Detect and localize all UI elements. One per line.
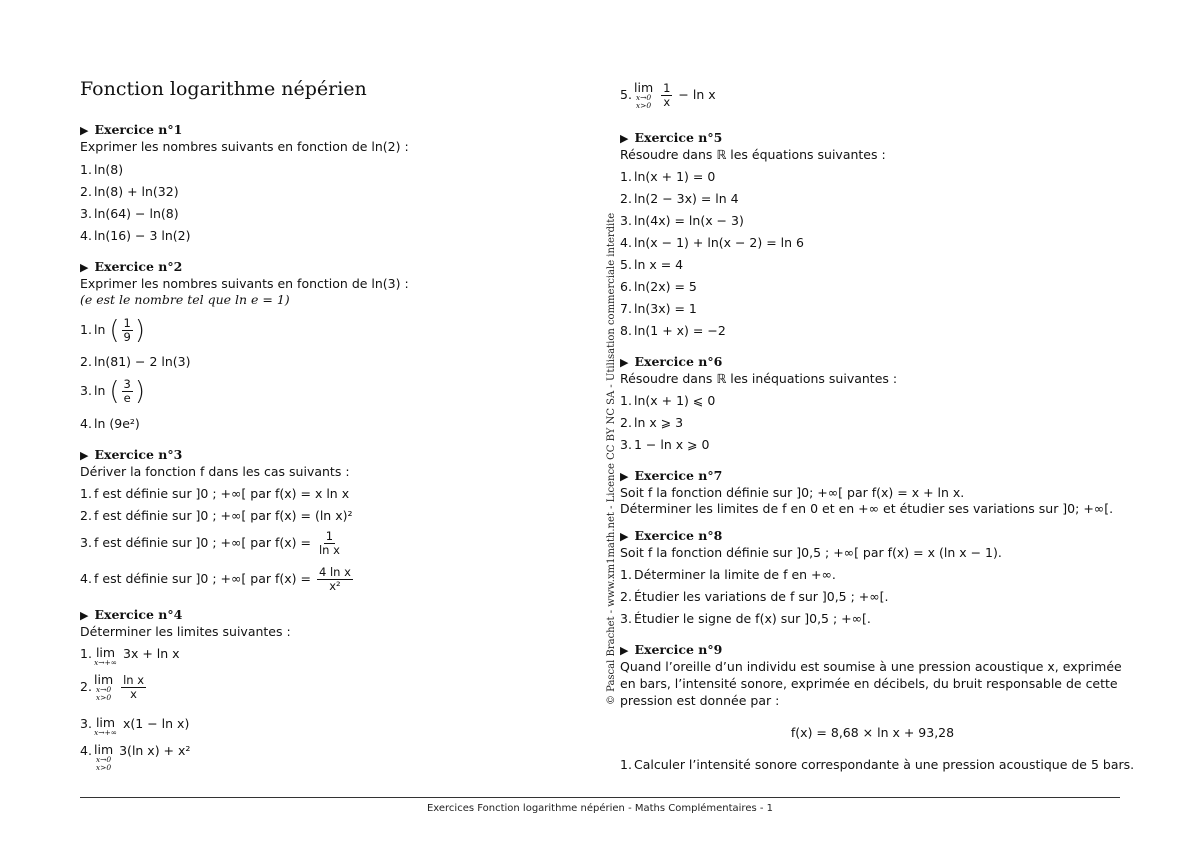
list-item: 2. ln(2 − 3x) = ln 4 [620, 191, 739, 206]
exercise-2-prompt: Exprimer les nombres suivants en fonction de ln(3) : [80, 276, 409, 291]
list-item: 1. Calculer l’intensité sonore correspondante à une pression acoustique de 5 bars. [620, 757, 1135, 772]
list-item: 3. ln(4x) = ln(x − 3) [620, 213, 744, 228]
footer-rule [80, 797, 1120, 798]
exercise-4-prompt: Déterminer les limites suivantes : [80, 624, 291, 639]
list-item: 4. ln(x − 1) + ln(x − 2) = ln 6 [620, 235, 805, 250]
exercise-5-prompt: Résoudre dans ℝ les équations suivantes : [620, 147, 886, 162]
list-item: 3. ln ( $\frac{3}{e}$ ) [80, 376, 146, 407]
list-item: 4. ln(16) − 3 ln(2) [80, 228, 191, 243]
list-item: 5. ln x = 4 [620, 257, 684, 272]
exercise-2-heading: ▶ Exercice n°2 [80, 259, 183, 274]
exercise-9-line: pression est donnée par : [620, 693, 780, 708]
exercise-7-heading: ▶ Exercice n°7 [620, 468, 723, 483]
exercise-9-heading: ▶ Exercice n°9 [620, 642, 723, 657]
list-item: 2. f est définie sur ]0 ; +∞[ par f(x) = (ln x)² [80, 508, 353, 523]
exercise-6-prompt: Résoudre dans ℝ les inéquations suivantes : [620, 371, 898, 386]
list-item: 5. lim x→0 x>0 $\frac{1}{x}$ − ln x [620, 79, 716, 110]
list-item: 1. lim x→+∞ 3x + ln x [80, 645, 180, 667]
exercise-1-heading: ▶ Exercice n°1 [80, 122, 183, 137]
list-item: 3. lim x→+∞ x(1 − ln x) [80, 715, 190, 737]
exercise-7-line: Soit f la fonction définie sur ]0; +∞[ par f(x) = x + ln x. [620, 485, 965, 500]
exercise-9-formula: f(x) = 8,68 × ln x + 93,28 [790, 725, 955, 740]
exercise-5-heading: ▶ Exercice n°5 [620, 130, 723, 145]
exercise-6-heading: ▶ Exercice n°6 [620, 354, 723, 369]
page-footer: Exercices Fonction logarithme népérien - Maths Complémentaires - 1 [426, 803, 774, 814]
exercise-3-prompt: Dériver la fonction f dans les cas suivants : [80, 464, 350, 479]
list-item: 3. ln(64) − ln(8) [80, 206, 179, 221]
exercise-9-line: en bars, l’intensité sonore, exprimée en décibels, du bruit responsable de cette [620, 676, 1118, 691]
list-item: 8. ln(1 + x) = −2 [620, 323, 726, 338]
list-item: 2. ln x ⩾ 3 [620, 415, 684, 430]
exercise-2-note: (e est le nombre tel que ln e = 1) [80, 292, 290, 307]
list-item: 2. ln(8) + ln(32) [80, 184, 179, 199]
list-item: 4. f est définie sur ]0 ; +∞[ par f(x) = $\frac{\text{4 ln x}}{\text{x²}}$ [80, 565, 351, 593]
list-item: 2. ln(81) − 2 ln(3) [80, 354, 191, 369]
list-item: 3. Étudier le signe de f(x) sur ]0,5 ; +∞[. [620, 611, 871, 626]
exercise-8-prompt: Soit f la fonction définie sur ]0,5 ; +∞[ par f(x) = x (ln x − 1). [620, 545, 1002, 560]
exercise-9-line: Quand l’oreille d’un individu est soumise à une pression acoustique x, exprimée [620, 659, 1122, 674]
exercise-8-heading: ▶ Exercice n°8 [620, 528, 723, 543]
list-item: 7. ln(3x) = 1 [620, 301, 697, 316]
list-item: 6. ln(2x) = 5 [620, 279, 697, 294]
list-item: 1. ln(x + 1) = 0 [620, 169, 716, 184]
list-item: 1. f est définie sur ]0 ; +∞[ par f(x) = x ln x [80, 486, 350, 501]
exercise-7-line: Déterminer les limites de f en 0 et en +∞ et étudier ses variations sur ]0; +∞[. [620, 501, 1114, 516]
exercise-4-heading: ▶ Exercice n°4 [80, 607, 183, 622]
exercise-3-heading: ▶ Exercice n°3 [80, 447, 183, 462]
list-item: 1. Déterminer la limite de f en +∞. [620, 567, 836, 582]
page-title: Fonction logarithme népérien [80, 78, 367, 100]
list-item: 1. ln(8) [80, 162, 124, 177]
list-item: 1. ln(x + 1) ⩽ 0 [620, 393, 716, 408]
list-item: 2. lim x→0 x>0 $\frac{\text{ln x}}{x}$ [80, 671, 145, 702]
list-item: 3. f est définie sur ]0 ; +∞[ par f(x) = $\frac{1}{\text{ln x}}$ [80, 529, 340, 557]
list-item: 1. ln ( $\frac{1}{9}$ ) [80, 315, 146, 346]
license-sidebar: © Pascal Brachet - www.xm1math.net - Licence CC BY NC SA - Utilisation commerciale interdite [606, 212, 617, 705]
list-item: 3. 1 − ln x ⩾ 0 [620, 437, 710, 452]
list-item: 4. ln (9e²) [80, 416, 140, 431]
exercise-1-prompt: Exprimer les nombres suivants en fonction de ln(2) : [80, 139, 409, 154]
list-item: 2. Étudier les variations de f sur ]0,5 ; +∞[. [620, 589, 889, 604]
list-item: 4. lim x→0 x>0 3(ln x) + x² [80, 742, 191, 772]
